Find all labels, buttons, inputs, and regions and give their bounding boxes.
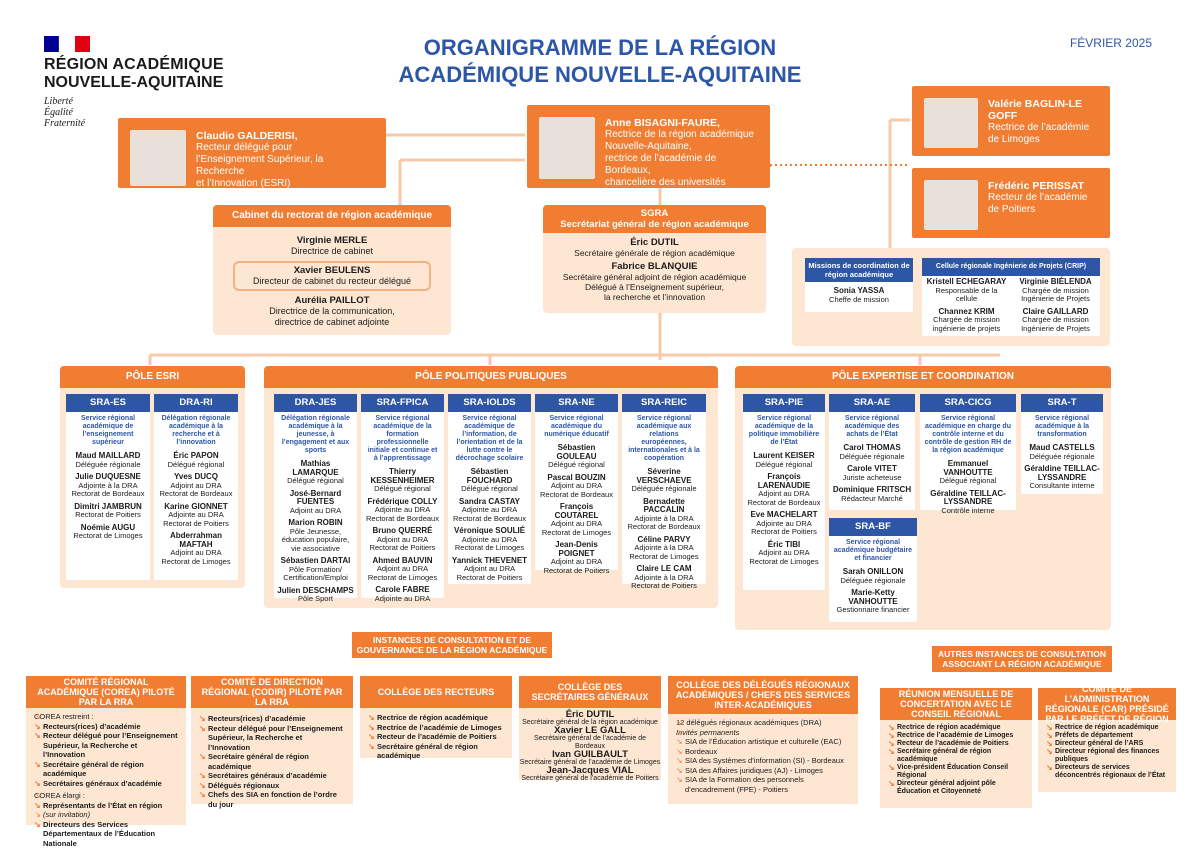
- valerie-photo: [924, 98, 978, 148]
- date: FÉVRIER 2025: [1069, 36, 1152, 50]
- page-title: ORGANIGRAMME DE LA RÉGION ACADÉMIQUE NOUVELLE-AQUITAINE: [398, 35, 802, 87]
- dra-ri: DRA-RI Délégation régionale académique à la recherche et à l’innovation Éric PAPON Délégué régional Yves DUCQ Adjoint au DRA Rectorat de Bordeaux Karine GIONNET Adjointe au DRA Rectorat de Poitiers Abderrahman MAFTAH Adjoint au DRA Rectorat de Limoges: [154, 394, 238, 580]
- dra-box: COLLÈGE DES DÉLÉGUÉS RÉGIONAUX ACADÉMIQUES / CHEFS DES SERVICES INTER-ACADÉMIQUES ↘ 12 délégués régionaux académiques (DRA) ↘ Invités permanents ↘ SIA de l’Éducation artistique et culturelle (EAC) ↘ Bordeaux ↘ SIA des Systèmes d’information (SI) - Bordeaux ↘ SIA des Affaires juridiques (AJ) - Limoges ↘ SIA de la Formation des personnels d’encadrement (FPE) - Poitiers: [668, 676, 858, 804]
- marianne-logo: [44, 36, 90, 52]
- anne-photo: [539, 117, 595, 179]
- sra-iolds: SRA-IOLDS Service régional académique de l’information, de l’orientation et de la lutte contre le décrochage scolaire Sébastien FOUCHARD Délégué régional Sandra CASTAY Adjointe au DRA Rectorat de Bordeaux Véronique SOULIÉ Adjointe au DRA Rectorat de Limoges Yannick THEVENET Adjoint au DRA Rectorat de Poitiers: [448, 394, 531, 584]
- pole-pp: PÔLE POLITIQUES PUBLIQUES DRA-JES Délégation régionale académique à la jeunesse, à l’engagement et aux sports Mathias LAMARQUE Délégué régional José-Bernard FUENTES Adjoint au DRA Marion ROBIN Pôle Jeunesse, éducation populaire, vie associative Sébastien DARTAI Pôle Formation/ Certification/Emploi Julien DESCHAMPS Pôle Sport SRA-FPICA Service régional académique de la formation professionnelle initiale et continue et à l’apprentissage Thierry KESSENHEIMER Délégué régional Frédérique COLLY Adjointe au DRA Rectorat de Bordeaux Bruno QUERRÉ Adjoint au DRA Rectorat de Poitiers Ahmed BAUVIN Adjoint au DRA Rectorat de Limoges Carole FABRE Adjointe au DRA SRA-IOLDS Service régional académique de l’information, de l’orientation et de la lutte contre le décrochage scolaire Sébastien FOUCHARD Délégué régional Sandra CASTAY Adjointe au DRA Rectorat de Bordeaux Véronique SOULIÉ Adjointe au DRA Rectorat de Limoges Yannick THEVENET Adjoint au DRA Rectorat de Poitiers SRA-NE Service régional académique du numérique éducatif Sébastien GOULEAU Délégué régional Pascal BOUZIN Adjoint au DRA Rectorat de Bordeaux François COUTAREL Adjoint au DRA Rectorat de Limoges Jean-Denis POIGNET Adjoint au DRA Rectorat de Poitiers SRA-REIC Service régional académique aux relations européennes, internationales et à la coopération Séverine VERSCHAEVE Déléguée régionale Bernadette PACCALIN Adjointe à la DRA Rectorat de Bordeaux Céline PARVY Adjointe à la DRA Rectorat de Limoges Claire LE CAM Adjointe à la DRA Rectorat de Poitiers: [264, 366, 718, 608]
- sgra-box: SGRA Secrétariat général de région académique Éric DUTIL Secrétaire générale de région académique Fabrice BLANQUIE Secrétaire général adjoint de région académique Délégué à l’Enseignement supérieur, la recherche et l’innovation: [543, 205, 766, 313]
- sra-ae: SRA-AE Service régional académique des achats de l’État Carol THOMAS Déléguée régionale Carole VITET Juriste acheteuse Dominique FRITSCH Rédacteur Marché: [829, 394, 915, 510]
- sra-reic: SRA-REIC Service régional académique aux relations européennes, internationales et à la coopération Séverine VERSCHAEVE Déléguée régionale Bernadette PACCALIN Adjointe à la DRA Rectorat de Bordeaux Céline PARVY Adjointe à la DRA Rectorat de Limoges Claire LE CAM Adjointe à la DRA Rectorat de Poitiers: [622, 394, 706, 584]
- car-box: COMITÉ DE L’ADMINISTRATION RÉGIONALE (CAR) PRÉSIDÉ PAR LE PRÉFET DE RÉGION ↘ Rectrice de région académique ↘ Préfets de département ↘ Directeur général de l’ARS ↘ Directeur régional des finances publiques ↘ Directeurs de services déconcentrés régionaux de l’État: [1038, 688, 1176, 792]
- corea-box: COMITÉ RÉGIONAL ACADÉMIQUE (COREA) PILOTÉ PAR LA RRA ↘ COREA restreint : ↘ Recteurs(rices) d’académie ↘ Recteur délégué pour l’Enseignement Supérieur, la Recherche et l’Innovation ↘ Secrétaire général de région académique ↘ Secrétaires généraux d’académie ↘ COREA élargi : ↘ Représentants de l’État en région ↘ (sur invitation) ↘ Directeurs des Services Départementaux de l’Éducation Nationale: [26, 676, 186, 825]
- sra-bf: SRA-BF Service régional académique budgétaire et financier Sarah ONILLON Déléguée régionale Marie-Ketty VANHOUTTE Gestionnaire financier: [829, 518, 917, 622]
- motto: Liberté Égalité Fraternité: [44, 96, 86, 129]
- pole-esri: PÔLE ESRI SRA-ES Service régional académique de l’enseignement supérieur Maud MAILLARD Déléguée régionale Julie DUQUESNE Adjointe à la DRA Rectorat de Bordeaux Dimitri JAMBRUN Rectorat de Poitiers Noémie AUGU Rectorat de Limoges DRA-RI Délégation régionale académique à la recherche et à l’innovation Éric PAPON Délégué régional Yves DUCQ Adjoint au DRA Rectorat de Bordeaux Karine GIONNET Adjointe au DRA Rectorat de Poitiers Abderrahman MAFTAH Adjoint au DRA Rectorat de Limoges: [60, 366, 245, 588]
- instances-header: INSTANCES DE CONSULTATION ET DE GOUVERNANCE DE LA RÉGION ACADÉMIQUE: [352, 632, 552, 658]
- sra-es: SRA-ES Service régional académique de l’enseignement supérieur Maud MAILLARD Déléguée régionale Julie DUQUESNE Adjointe à la DRA Rectorat de Bordeaux Dimitri JAMBRUN Rectorat de Poitiers Noémie AUGU Rectorat de Limoges: [66, 394, 150, 580]
- sra-fpica: SRA-FPICA Service régional académique de la formation professionnelle initiale et continue et à l’apprentissage Thierry KESSENHEIMER Délégué régional Frédérique COLLY Adjointe au DRA Rectorat de Bordeaux Bruno QUERRÉ Adjoint au DRA Rectorat de Poitiers Ahmed BAUVIN Adjoint au DRA Rectorat de Limoges Carole FABRE Adjointe au DRA: [361, 394, 444, 598]
- crip-box: Cellule régionale Ingénierie de Projets (CRIP) Kristell ECHEGARAY Responsable de la cellule Virginie BIÉLENDA Chargée de mission Ingénierie de Projets Channez KRIM Chargée de mission ingénierie de projets Claire GAILLARD Chargée de mission Ingénierie de Projets: [922, 258, 1100, 336]
- sra-cicg: SRA-CICG Service régional académique en charge du contrôle interne et du contrôle de gestion RH de la région académique Emmanuel VANHOUTTE Délégué régional Géraldine TEILLAC-LYSSANDRE Contrôle interne: [920, 394, 1016, 510]
- brand-line2: NOUVELLE-AQUITAINE: [44, 74, 224, 91]
- recteurs-box: COLLÈGE DES RECTEURS ↘ Rectrice de région académique ↘ Rectrice de l’académie de Limoges ↘ Recteur de l’académie de Poitiers ↘ Secrétaire général de région académique: [360, 676, 512, 758]
- poitiers-card: Frédéric PERISSAT Recteur de l’académie de Poitiers: [912, 168, 1110, 238]
- brand-line1: RÉGION ACADÉMIQUE: [44, 56, 224, 73]
- other-instances-header: AUTRES INSTANCES DE CONSULTATION ASSOCIANT LA RÉGION ACADÉMIQUE: [932, 646, 1112, 672]
- missions-box: Missions de coordination de région académique Sonia YASSA Cheffe de mission: [805, 258, 913, 312]
- pole-ec: PÔLE EXPERTISE ET COORDINATION SRA-PIE Service régional académique de la politique immobilière de l’État Laurent KEISER Délégué régional François LARENAUDIE Adjoint au DRA Rectorat de Bordeaux Eve MACHELART Adjointe au DRA Rectorat de Poitiers Éric TIBI Adjoint au DRA Rectorat de Limoges SRA-AE Service régional académique des achats de l’État Carol THOMAS Déléguée régionale Carole VITET Juriste acheteuse Dominique FRITSCH Rédacteur Marché SRA-CICG Service régional académique en charge du contrôle interne et du contrôle de gestion RH de la région académique Emmanuel VANHOUTTE Délégué régional Géraldine TEILLAC-LYSSANDRE Contrôle interne SRA-T Service régional académique à la transformation Maud CASTELLS Déléguée régionale Géraldine TEILLAC-LYSSANDRE Consultante interne SRA-BF Service régional académique budgétaire et financier Sarah ONILLON Déléguée régionale Marie-Ketty VANHOUTTE Gestionnaire financier: [735, 366, 1111, 630]
- cabinet-head: Cabinet du rectorat de région académique: [213, 205, 451, 227]
- rectrice-card: Anne BISAGNI-FAURE, Rectrice de la région académique Nouvelle-Aquitaine, rectrice de l’académie de Bordeaux, chancelière des universités: [527, 105, 770, 188]
- sra-ne: SRA-NE Service régional académique du numérique éducatif Sébastien GOULEAU Délégué régional Pascal BOUZIN Adjoint au DRA Rectorat de Bordeaux François COUTAREL Adjoint au DRA Rectorat de Limoges Jean-Denis POIGNET Adjoint au DRA Rectorat de Poitiers: [535, 394, 618, 570]
- limoges-card: Valérie BAGLIN-LE GOFF Rectrice de l’académie de Limoges: [912, 86, 1110, 156]
- reunion-box: RÉUNION MENSUELLE DE CONCERTATION AVEC LE CONSEIL RÉGIONAL ↘ Rectrice de région académique ↘ Rectrice de l’académie de Limoges ↘ Recteur de l’académie de Poitiers ↘ Secrétaire général de région académique ↘ Vice-président Éducation Conseil Régional ↘ Directeur général adjoint pôle Éducation et Citoyenneté: [880, 688, 1032, 808]
- cabinet-box: Cabinet du rectorat de région académique Virginie MERLE Directrice de cabinet Xavier BEULENS Directeur de cabinet du recteur délégué Aurélia PAILLOT Directrice de la communication, directrice de cabinet adjointe: [213, 205, 451, 335]
- claudio-photo: [130, 130, 186, 186]
- sg-box: COLLÈGE DES SECRÉTAIRES GÉNÉRAUX Éric DUTIL Secrétaire général de la région académique Xavier LE GALL Secrétaire général de l’académie de Bordeaux Ivan GUILBAULT Secrétaire général de l’académie de Limoges Jean-Jacques VIAL Secrétaire général de l’académie de Poitiers: [519, 676, 661, 780]
- sra-pie: SRA-PIE Service régional académique de la politique immobilière de l’État Laurent KEISER Délégué régional François LARENAUDIE Adjoint au DRA Rectorat de Bordeaux Eve MACHELART Adjointe au DRA Rectorat de Poitiers Éric TIBI Adjoint au DRA Rectorat de Limoges: [743, 394, 825, 590]
- esri-recteur-card: Claudio GALDERISI, Recteur délégué pour l’Enseignement Supérieur, la Recherche et l’Innovation (ESRI): [118, 118, 386, 188]
- sra-t: SRA-T Service régional académique à la transformation Maud CASTELLS Déléguée régionale Géraldine TEILLAC-LYSSANDRE Consultante interne: [1021, 394, 1103, 494]
- frederic-photo: [924, 180, 978, 230]
- missions-crip-box: [792, 248, 1110, 346]
- dra-jes: DRA-JES Délégation régionale académique à la jeunesse, à l’engagement et aux sports Mathias LAMARQUE Délégué régional José-Bernard FUENTES Adjoint au DRA Marion ROBIN Pôle Jeunesse, éducation populaire, vie associative Sébastien DARTAI Pôle Formation/ Certification/Emploi Julien DESCHAMPS Pôle Sport: [274, 394, 357, 598]
- codir-box: COMITÉ DE DIRECTION RÉGIONAL (CODIR) PILOTÉ PAR LA RRA ↘ Recteurs(rices) d’académie ↘ Recteur délégué pour l’Enseignement Supérieur, la Recherche et l’Innovation ↘ Secrétaire général de région académique ↘ Secrétaires généraux d’académie ↘ Délégués régionaux ↘ Chefs des SIA en fonction de l’ordre du jour: [191, 676, 353, 804]
